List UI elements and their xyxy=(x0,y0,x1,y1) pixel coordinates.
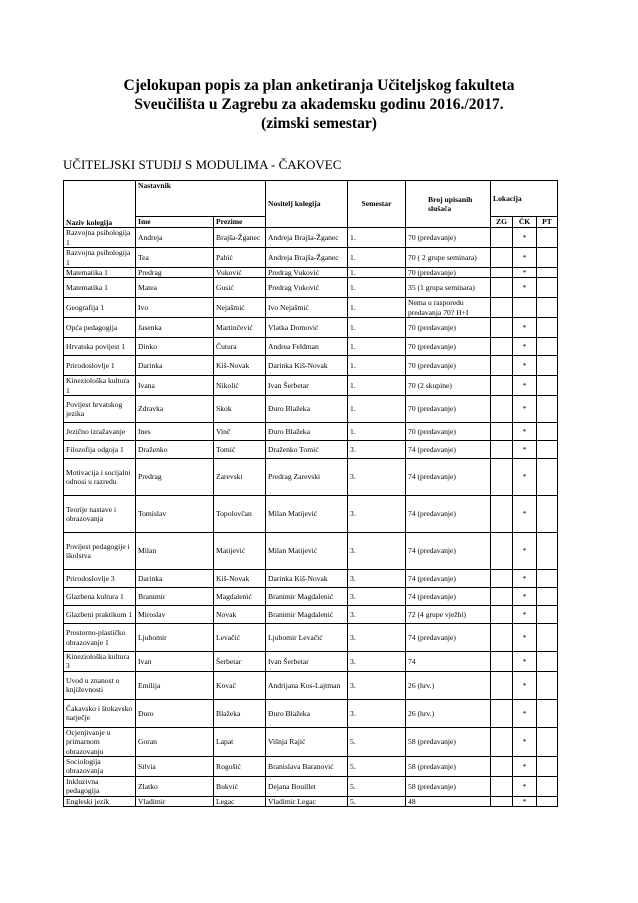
location-zg-cell xyxy=(491,376,513,396)
semester-cell: 1. xyxy=(348,268,406,278)
teacher-first-name-cell: Ivo xyxy=(136,298,214,318)
location-pt-cell xyxy=(537,727,558,756)
table-row xyxy=(64,459,558,496)
table-row xyxy=(64,278,558,298)
table-row xyxy=(64,776,558,796)
location-pt-cell xyxy=(537,652,558,672)
course-cell: Glazbeni praktikum 1 xyxy=(64,606,136,624)
location-pt-cell xyxy=(537,356,558,376)
location-pt-cell xyxy=(537,228,558,248)
teacher-last-name-cell: Blažeka xyxy=(214,699,266,727)
enrolled-count-cell: 70 (predavanje) xyxy=(406,318,491,338)
location-ck-cell: * xyxy=(513,356,537,376)
teacher-first-name-cell: Zdravka xyxy=(136,396,214,423)
location-ck-cell: * xyxy=(513,606,537,624)
course-holder-cell: Ivan Šerbetar xyxy=(266,376,348,396)
course-holder-cell: Branimir Magdalenić xyxy=(266,588,348,606)
location-ck-cell: * xyxy=(513,776,537,796)
location-zg-cell xyxy=(491,396,513,423)
teacher-first-name-cell: Miroslav xyxy=(136,606,214,624)
table-row xyxy=(64,652,558,672)
enrolled-count-cell: 74 (predavanje) xyxy=(406,459,491,496)
enrolled-count-cell: 58 (predavanje) xyxy=(406,757,491,777)
teacher-last-name-cell: Kiš-Novak xyxy=(214,356,266,376)
semester-cell: 3. xyxy=(348,588,406,606)
course-cell: Opća pedagogija xyxy=(64,318,136,338)
location-pt-cell xyxy=(537,796,558,806)
enrolled-count-cell: 58 (predavanje) xyxy=(406,727,491,756)
semester-cell: 1. xyxy=(348,356,406,376)
location-pt-cell xyxy=(537,671,558,699)
location-pt-cell xyxy=(537,396,558,423)
title-line-2: Sveučilišta u Zagrebu za akademsku godinu 2016./2017. xyxy=(134,96,504,113)
teacher-first-name-cell: Ljubomir xyxy=(136,624,214,652)
location-zg-cell xyxy=(491,757,513,777)
enrolled-count-cell: 35 (1 grupa seminara) xyxy=(406,278,491,298)
course-holder-cell: Predrag Zarevski xyxy=(266,459,348,496)
header-ck: ČK xyxy=(513,217,537,228)
location-zg-cell xyxy=(491,671,513,699)
teacher-first-name-cell: Branimir xyxy=(136,588,214,606)
location-ck-cell: * xyxy=(513,652,537,672)
location-zg-cell xyxy=(491,423,513,441)
semester-cell: 3. xyxy=(348,441,406,459)
survey-table xyxy=(63,180,558,807)
document-title xyxy=(0,76,638,133)
header-broj: Broj upisanih slušača xyxy=(406,181,491,228)
enrolled-count-cell: 70 ( 2 grupe seminara) xyxy=(406,248,491,268)
location-ck-cell: * xyxy=(513,248,537,268)
teacher-last-name-cell: Bukvić xyxy=(214,776,266,796)
enrolled-count-cell: 70 (predavanje) xyxy=(406,228,491,248)
teacher-last-name-cell: Kiš-Novak xyxy=(214,570,266,588)
teacher-last-name-cell: Rogošić xyxy=(214,757,266,777)
location-pt-cell xyxy=(537,423,558,441)
table-row xyxy=(64,757,558,777)
enrolled-count-cell: Nema u rasporedu predavanja 70? H+I xyxy=(406,298,491,318)
location-pt-cell xyxy=(537,570,558,588)
course-cell: Hrvatska povijest 1 xyxy=(64,338,136,356)
teacher-first-name-cell: Predrag xyxy=(136,459,214,496)
table-row xyxy=(64,318,558,338)
course-holder-cell: Đuro Blažeka xyxy=(266,396,348,423)
location-pt-cell xyxy=(537,606,558,624)
table-row xyxy=(64,570,558,588)
teacher-first-name-cell: Draženko xyxy=(136,441,214,459)
table-row xyxy=(64,268,558,278)
table-row xyxy=(64,699,558,727)
table-row xyxy=(64,376,558,396)
location-zg-cell xyxy=(491,796,513,806)
course-holder-cell: Andrijana Kos-Lajtman xyxy=(266,671,348,699)
course-cell: Prostorno-plastičko obrazovanje 1 xyxy=(64,624,136,652)
course-cell: Teorije nastave i obrazovanja xyxy=(64,496,136,533)
location-ck-cell: * xyxy=(513,318,537,338)
header-prezime: Prezime xyxy=(214,217,266,228)
course-holder-cell: Andrea Feldman xyxy=(266,338,348,356)
location-zg-cell xyxy=(491,318,513,338)
location-zg-cell xyxy=(491,588,513,606)
course-holder-cell: Ljubomir Levačić xyxy=(266,624,348,652)
semester-cell: 5. xyxy=(348,757,406,777)
location-ck-cell: * xyxy=(513,699,537,727)
teacher-last-name-cell: Brajša-Žganec xyxy=(214,228,266,248)
teacher-first-name-cell: Silvia xyxy=(136,757,214,777)
course-holder-cell: Branimir Magdalenić xyxy=(266,606,348,624)
teacher-last-name-cell: Magdalenić xyxy=(214,588,266,606)
enrolled-count-cell: 74 (predavanje) xyxy=(406,496,491,533)
teacher-last-name-cell: Zarevski xyxy=(214,459,266,496)
semester-cell: 5. xyxy=(348,727,406,756)
location-pt-cell xyxy=(537,459,558,496)
location-zg-cell xyxy=(491,570,513,588)
header-nastavnik: Nastavnik xyxy=(136,181,266,217)
enrolled-count-cell: 74 (predavanje) xyxy=(406,624,491,652)
course-cell: Motivacija i socijalni odnosi u razredu xyxy=(64,459,136,496)
location-ck-cell: * xyxy=(513,570,537,588)
location-pt-cell xyxy=(537,496,558,533)
location-pt-cell xyxy=(537,338,558,356)
course-holder-cell: Draženko Tomić xyxy=(266,441,348,459)
course-holder-cell: Višnja Rajić xyxy=(266,727,348,756)
location-pt-cell xyxy=(537,776,558,796)
location-ck-cell: * xyxy=(513,423,537,441)
course-holder-cell: Milan Matijević xyxy=(266,496,348,533)
table-row xyxy=(64,441,558,459)
location-pt-cell xyxy=(537,248,558,268)
location-pt-cell xyxy=(537,318,558,338)
location-ck-cell: * xyxy=(513,441,537,459)
semester-cell: 3. xyxy=(348,533,406,570)
enrolled-count-cell: 70 (2 skupine) xyxy=(406,376,491,396)
course-holder-cell: Ivan Šerbetar xyxy=(266,652,348,672)
location-ck-cell xyxy=(513,298,537,318)
teacher-first-name-cell: Milan xyxy=(136,533,214,570)
course-cell: Uvod u znanost o književnosti xyxy=(64,671,136,699)
course-cell: Prirodoslovlje 1 xyxy=(64,356,136,376)
location-pt-cell xyxy=(537,278,558,298)
semester-cell: 1. xyxy=(348,338,406,356)
enrolled-count-cell: 74 (predavanje) xyxy=(406,570,491,588)
header-semestar: Semestar xyxy=(348,181,406,228)
course-holder-cell: Andreja Brajša-Žganec xyxy=(266,228,348,248)
course-cell: Povijest pedagogije i školstva xyxy=(64,533,136,570)
course-cell: Čakavsko i štokavsko narječje xyxy=(64,699,136,727)
header-lokacija: Lokacija xyxy=(491,181,558,217)
teacher-first-name-cell: Ivana xyxy=(136,376,214,396)
enrolled-count-cell: 70 (predavanje) xyxy=(406,396,491,423)
course-cell: Glazbena kultura 1 xyxy=(64,588,136,606)
course-cell: Kineziološka kultura 1 xyxy=(64,376,136,396)
location-zg-cell xyxy=(491,248,513,268)
teacher-last-name-cell: Kovač xyxy=(214,671,266,699)
table-row xyxy=(64,606,558,624)
semester-cell: 1. xyxy=(348,396,406,423)
semester-cell: 3. xyxy=(348,699,406,727)
location-ck-cell: * xyxy=(513,376,537,396)
location-pt-cell xyxy=(537,624,558,652)
teacher-last-name-cell: Pahić xyxy=(214,248,266,268)
location-zg-cell xyxy=(491,268,513,278)
table-row xyxy=(64,624,558,652)
teacher-last-name-cell: Nejašmić xyxy=(214,298,266,318)
course-cell: Geografija 1 xyxy=(64,298,136,318)
teacher-last-name-cell: Matijević xyxy=(214,533,266,570)
teacher-last-name-cell: Vinč xyxy=(214,423,266,441)
table-row xyxy=(64,298,558,318)
teacher-first-name-cell: Đuro xyxy=(136,699,214,727)
teacher-first-name-cell: Ines xyxy=(136,423,214,441)
course-holder-cell: Vlatka Domović xyxy=(266,318,348,338)
course-cell: Jezično izražavanje xyxy=(64,423,136,441)
course-holder-cell: Predrag Vuković xyxy=(266,268,348,278)
location-ck-cell: * xyxy=(513,459,537,496)
teacher-first-name-cell: Ivan xyxy=(136,652,214,672)
course-cell: Matematika 1 xyxy=(64,268,136,278)
table-row xyxy=(64,533,558,570)
header-ime: Ime xyxy=(136,217,214,228)
course-cell: Prirodoslovlje 3 xyxy=(64,570,136,588)
course-holder-cell: Đuro Blažeka xyxy=(266,699,348,727)
enrolled-count-cell: 48 xyxy=(406,796,491,806)
course-holder-cell: Ivo Nejašmić xyxy=(266,298,348,318)
location-zg-cell xyxy=(491,699,513,727)
semester-cell: 1. xyxy=(348,298,406,318)
location-pt-cell xyxy=(537,757,558,777)
location-zg-cell xyxy=(491,606,513,624)
location-zg-cell xyxy=(491,776,513,796)
semester-cell: 1. xyxy=(348,248,406,268)
teacher-first-name-cell: Andreja xyxy=(136,228,214,248)
location-ck-cell: * xyxy=(513,268,537,278)
location-pt-cell xyxy=(537,268,558,278)
location-zg-cell xyxy=(491,338,513,356)
table-row xyxy=(64,228,558,248)
location-ck-cell: * xyxy=(513,796,537,806)
teacher-last-name-cell: Vuković xyxy=(214,268,266,278)
table-row xyxy=(64,727,558,756)
semester-cell: 1. xyxy=(348,228,406,248)
semester-cell: 1. xyxy=(348,423,406,441)
location-ck-cell: * xyxy=(513,228,537,248)
course-holder-cell: Branislava Baranović xyxy=(266,757,348,777)
course-holder-cell: Darinka Kiš-Novak xyxy=(266,356,348,376)
header-naziv-kolegija: Naziv kolegija xyxy=(64,181,136,228)
teacher-first-name-cell: Jasenka xyxy=(136,318,214,338)
table-row xyxy=(64,496,558,533)
course-holder-cell: Đuro Blažeka xyxy=(266,423,348,441)
enrolled-count-cell: 26 (hrv.) xyxy=(406,671,491,699)
course-holder-cell: Milan Matijević xyxy=(266,533,348,570)
teacher-last-name-cell: Šerbetar xyxy=(214,652,266,672)
location-ck-cell: * xyxy=(513,278,537,298)
course-cell: Razvojna psihologija 1 xyxy=(64,248,136,268)
teacher-last-name-cell: Topolovčan xyxy=(214,496,266,533)
location-pt-cell xyxy=(537,699,558,727)
location-ck-cell: * xyxy=(513,338,537,356)
table-row xyxy=(64,248,558,268)
semester-cell: 5. xyxy=(348,796,406,806)
teacher-first-name-cell: Tomislav xyxy=(136,496,214,533)
course-holder-cell: Predrag Vuković xyxy=(266,278,348,298)
teacher-first-name-cell: Dinko xyxy=(136,338,214,356)
header-nositelj: Nositelj kolegija xyxy=(266,181,348,228)
title-line-1: Cjelokupan popis za plan anketiranja Učiteljskog fakulteta xyxy=(123,77,515,94)
table-row xyxy=(64,356,558,376)
course-cell: Filozofija odgoja 1 xyxy=(64,441,136,459)
table-row xyxy=(64,671,558,699)
location-zg-cell xyxy=(491,727,513,756)
teacher-last-name-cell: Legac xyxy=(214,796,266,806)
location-ck-cell: * xyxy=(513,671,537,699)
course-cell: Razvojna psihologija 1 xyxy=(64,228,136,248)
location-pt-cell xyxy=(537,588,558,606)
location-zg-cell xyxy=(491,496,513,533)
table-row xyxy=(64,423,558,441)
course-cell: Ocjenjivanje u primarnom obrazovanju xyxy=(64,727,136,756)
teacher-first-name-cell: Vladimir xyxy=(136,796,214,806)
semester-cell: 3. xyxy=(348,459,406,496)
teacher-first-name-cell: Tea xyxy=(136,248,214,268)
course-cell: Engleski jezik xyxy=(64,796,136,806)
semester-cell: 3. xyxy=(348,570,406,588)
teacher-first-name-cell: Goran xyxy=(136,727,214,756)
header-pt: PT xyxy=(537,217,558,228)
teacher-first-name-cell: Predrag xyxy=(136,268,214,278)
header-zg: ZG xyxy=(491,217,513,228)
course-cell: Povijest hrvatskog jezika xyxy=(64,396,136,423)
location-zg-cell xyxy=(491,228,513,248)
course-holder-cell: Darinka Kiš-Novak xyxy=(266,570,348,588)
location-pt-cell xyxy=(537,376,558,396)
teacher-last-name-cell: Levačić xyxy=(214,624,266,652)
location-zg-cell xyxy=(491,441,513,459)
teacher-last-name-cell: Gusić xyxy=(214,278,266,298)
teacher-first-name-cell: Matea xyxy=(136,278,214,298)
teacher-last-name-cell: Čutura xyxy=(214,338,266,356)
location-pt-cell xyxy=(537,298,558,318)
semester-cell: 1. xyxy=(348,318,406,338)
location-zg-cell xyxy=(491,278,513,298)
enrolled-count-cell: 70 (predavanje) xyxy=(406,356,491,376)
location-ck-cell: * xyxy=(513,496,537,533)
teacher-last-name-cell: Novak xyxy=(214,606,266,624)
teacher-first-name-cell: Zlatko xyxy=(136,776,214,796)
teacher-first-name-cell: Darinka xyxy=(136,570,214,588)
table-row xyxy=(64,396,558,423)
table-row xyxy=(64,796,558,806)
enrolled-count-cell: 74 (predavanje) xyxy=(406,533,491,570)
course-cell: Sociologija obrazovanja xyxy=(64,757,136,777)
course-holder-cell: Andreja Brajša-Žganec xyxy=(266,248,348,268)
enrolled-count-cell: 70 (predavanje) xyxy=(406,338,491,356)
location-ck-cell: * xyxy=(513,396,537,423)
semester-cell: 3. xyxy=(348,606,406,624)
location-pt-cell xyxy=(537,441,558,459)
location-zg-cell xyxy=(491,624,513,652)
table-body xyxy=(64,228,558,807)
enrolled-count-cell: 74 xyxy=(406,652,491,672)
enrolled-count-cell: 74 (predavanje) xyxy=(406,588,491,606)
enrolled-count-cell: 26 (hrv.) xyxy=(406,699,491,727)
location-ck-cell: * xyxy=(513,533,537,570)
teacher-last-name-cell: Lapat xyxy=(214,727,266,756)
semester-cell: 3. xyxy=(348,652,406,672)
enrolled-count-cell: 70 (predavanje) xyxy=(406,268,491,278)
location-zg-cell xyxy=(491,459,513,496)
location-ck-cell: * xyxy=(513,588,537,606)
enrolled-count-cell: 70 (predavanje) xyxy=(406,423,491,441)
teacher-last-name-cell: Skok xyxy=(214,396,266,423)
course-cell: Kineziološka kultura 3 xyxy=(64,652,136,672)
semester-cell: 1. xyxy=(348,376,406,396)
semester-cell: 3. xyxy=(348,624,406,652)
location-pt-cell xyxy=(537,533,558,570)
course-cell: Inkluzivna pedagogija xyxy=(64,776,136,796)
section-subtitle: UČITELJSKI STUDIJ S MODULIMA - ČAKOVEC xyxy=(63,157,342,172)
location-zg-cell xyxy=(491,652,513,672)
teacher-last-name-cell: Martinčević xyxy=(214,318,266,338)
table-row xyxy=(64,338,558,356)
enrolled-count-cell: 72 (4 grupe vježbi) xyxy=(406,606,491,624)
title-line-3: (zimski semestar) xyxy=(261,115,377,132)
enrolled-count-cell: 58 (predavanje) xyxy=(406,776,491,796)
table-row xyxy=(64,588,558,606)
course-holder-cell: Vladimir Legac xyxy=(266,796,348,806)
teacher-first-name-cell: Darinka xyxy=(136,356,214,376)
teacher-last-name-cell: Nikolić xyxy=(214,376,266,396)
semester-cell: 3. xyxy=(348,671,406,699)
location-zg-cell xyxy=(491,533,513,570)
location-ck-cell: * xyxy=(513,727,537,756)
location-zg-cell xyxy=(491,356,513,376)
semester-cell: 5. xyxy=(348,776,406,796)
semester-cell: 1. xyxy=(348,278,406,298)
location-ck-cell: * xyxy=(513,624,537,652)
teacher-first-name-cell: Emilija xyxy=(136,671,214,699)
enrolled-count-cell: 74 (predavanje) xyxy=(406,441,491,459)
course-holder-cell: Dejana Bouillet xyxy=(266,776,348,796)
semester-cell: 3. xyxy=(348,496,406,533)
course-cell: Matematika 1 xyxy=(64,278,136,298)
teacher-last-name-cell: Tomić xyxy=(214,441,266,459)
location-zg-cell xyxy=(491,298,513,318)
location-ck-cell: * xyxy=(513,757,537,777)
